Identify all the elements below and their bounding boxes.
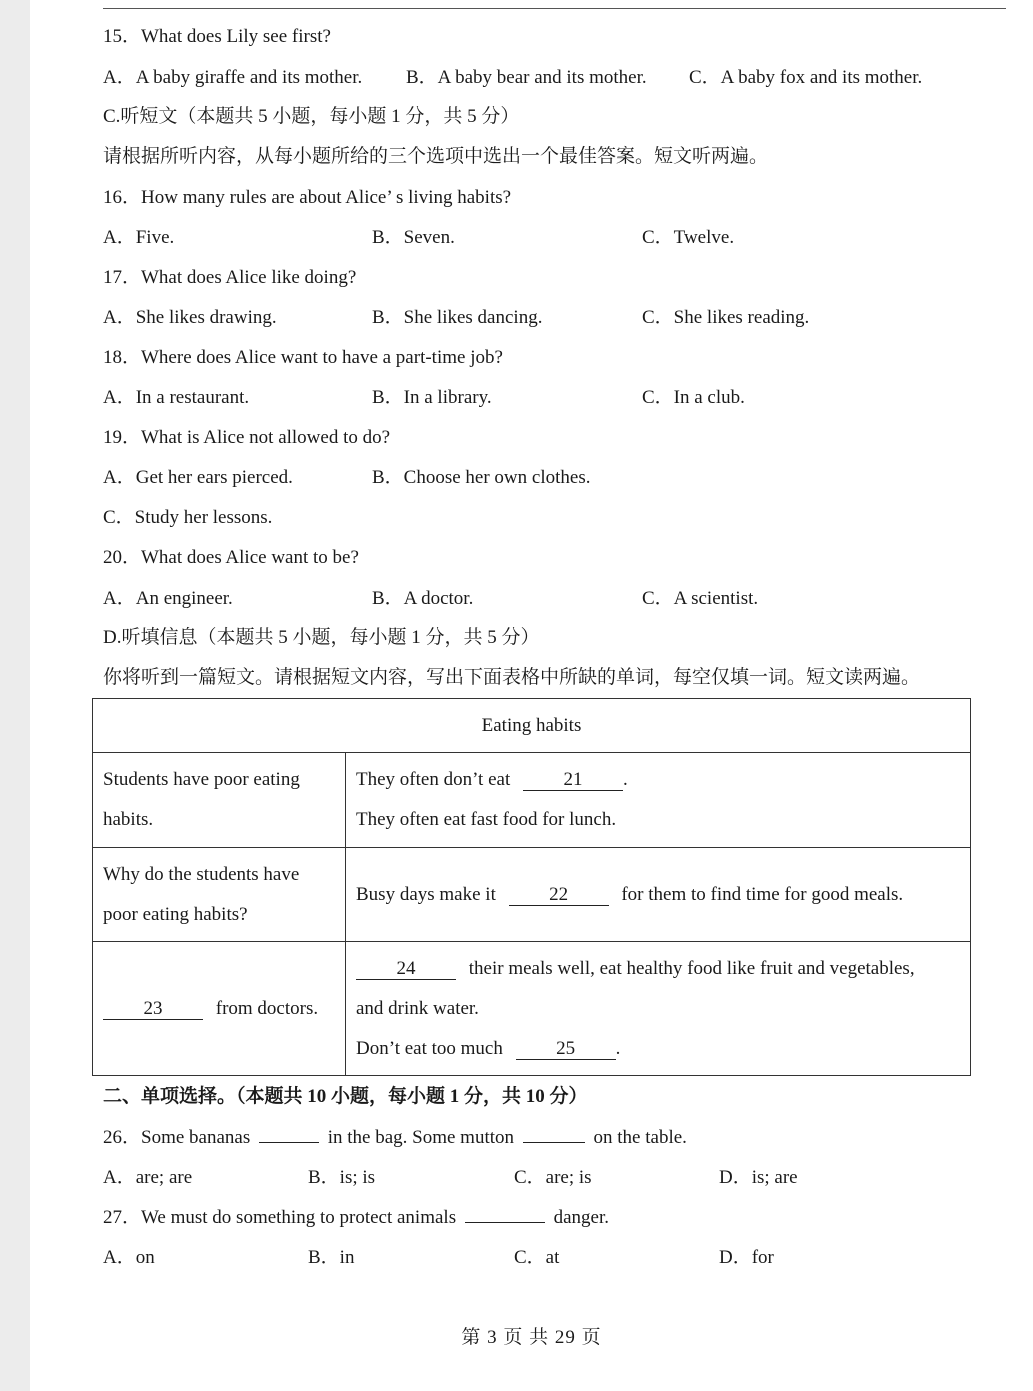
q15-option-a: A．A baby giraffe and its mother. [103,67,363,88]
table-header: Eating habits [93,699,971,753]
q26-mid: in the bag. Some mutton [327,1127,515,1148]
table-row2-right [346,848,971,942]
q26-option-c: C．are; is [514,1167,592,1188]
question-16: 16．How many rules are about Alice’ s living habits? [103,187,512,208]
q20-option-a: A．An engineer. [103,588,233,609]
q26-option-a: A．are; are [103,1167,193,1188]
row3-left-line [103,989,335,1029]
q20-option-b: B．A doctor. [372,588,474,609]
document-page [30,0,1033,1391]
question-27 [103,1206,609,1230]
table-row1-right [346,753,971,848]
row2-right-pre: Busy days make it [356,883,496,905]
row2-right-line [356,875,960,915]
question-17: 17．What does Alice like doing? [103,267,357,288]
row1-left-line1: Students have poor eating [103,769,300,790]
q19-option-c: C．Study her lessons. [103,507,273,528]
row3-right-line1 [356,949,960,989]
row2-left-line1: Why do the students have [103,863,300,885]
blank-21[interactable]: 21 [523,770,623,791]
q20-option-c: C．A scientist. [642,588,759,609]
q27-option-d: D．for [719,1247,774,1268]
table-row3-right [346,942,971,1076]
q15-option-b: B．A baby bear and its mother. [406,67,647,88]
q26-option-d: D．is; are [719,1167,798,1188]
row2-right-post: for them to find time for good meals. [621,883,904,905]
q19-option-a: A．Get her ears pierced. [103,467,293,488]
section-c-title: C.听短文（本题共 5 小题，每小题 1 分，共 5 分） [103,106,520,127]
table-row3-left [93,942,346,1076]
row3-right-line1-post: their meals well, eat healthy food like fruit and vegetables, [468,957,915,979]
row1-left-line2: habits. [103,809,154,830]
row3-left-post: from doctors. [215,997,319,1019]
q27-option-b: B．in [308,1247,355,1268]
row3-right-line3 [356,1029,960,1069]
section-d-title: D.听填信息（本题共 5 小题，每小题 1 分，共 5 分） [103,627,540,648]
top-divider [103,8,1006,9]
q16-option-c: C．Twelve. [642,227,735,248]
table-row2-left [93,848,346,942]
section-2-title: 二、单项选择。（本题共 10 小题，每小题 1 分，共 10 分） [103,1086,588,1107]
q26-pre: 26．Some bananas [103,1127,251,1148]
q26-option-b: B．is; is [308,1167,376,1188]
q27-pre: 27．We must do something to protect animals [103,1207,457,1228]
row3-right-period: . [615,1037,621,1059]
blank-23[interactable]: 23 [103,999,203,1020]
eating-habits-table [92,698,971,1076]
question-19: 19．What is Alice not allowed to do? [103,427,391,448]
section-d-instruction: 你将听到一篇短文。请根据短文内容，写出下面表格中所缺的单词，每空仅填一词。短文读两遍。 [103,667,921,688]
q27-post: danger. [553,1207,609,1228]
row2-left-line2: poor eating habits? [103,903,248,925]
q27-blank[interactable] [465,1222,545,1223]
q26-post: on the table. [593,1127,687,1148]
page-number-footer: 第 3 页 共 29 页 [461,1327,602,1348]
row1-right-line2: They often eat fast food for lunch. [356,809,617,830]
row1-right-line1 [356,760,960,800]
blank-22[interactable]: 22 [509,885,609,906]
section-c-instruction: 请根据所听内容，从每小题所给的三个选项中选出一个最佳答案。短文听两遍。 [103,146,769,167]
q15-option-c: C．A baby fox and its mother. [689,67,923,88]
row3-right-line3-pre: Don’t eat too much [356,1037,503,1059]
question-15: 15．What does Lily see first? [103,26,331,47]
q16-option-a: A．Five. [103,227,175,248]
q16-option-b: B．Seven. [372,227,455,248]
question-26 [103,1126,687,1150]
q18-option-a: A．In a restaurant. [103,387,250,408]
blank-24[interactable]: 24 [356,959,456,980]
table-row1-left [93,753,346,848]
question-20: 20．What does Alice want to be? [103,547,359,568]
q26-blank-1[interactable] [259,1142,319,1143]
q17-option-b: B．She likes dancing. [372,307,543,328]
question-18: 18．Where does Alice want to have a part-time job? [103,347,503,368]
row1-right-text: They often don’t eat [356,769,511,790]
q17-option-a: A．She likes drawing. [103,307,277,328]
blank-25[interactable]: 25 [516,1039,616,1060]
q17-option-c: C．She likes reading. [642,307,810,328]
q26-blank-2[interactable] [523,1142,585,1143]
q18-option-b: B．In a library. [372,387,492,408]
q19-option-b: B．Choose her own clothes. [372,467,591,488]
q27-option-a: A．on [103,1247,155,1268]
q18-option-c: C．In a club. [642,387,745,408]
q27-option-c: C．at [514,1247,560,1268]
row3-right-line2: and drink water. [356,997,479,1019]
row1-right-period: . [623,769,628,790]
